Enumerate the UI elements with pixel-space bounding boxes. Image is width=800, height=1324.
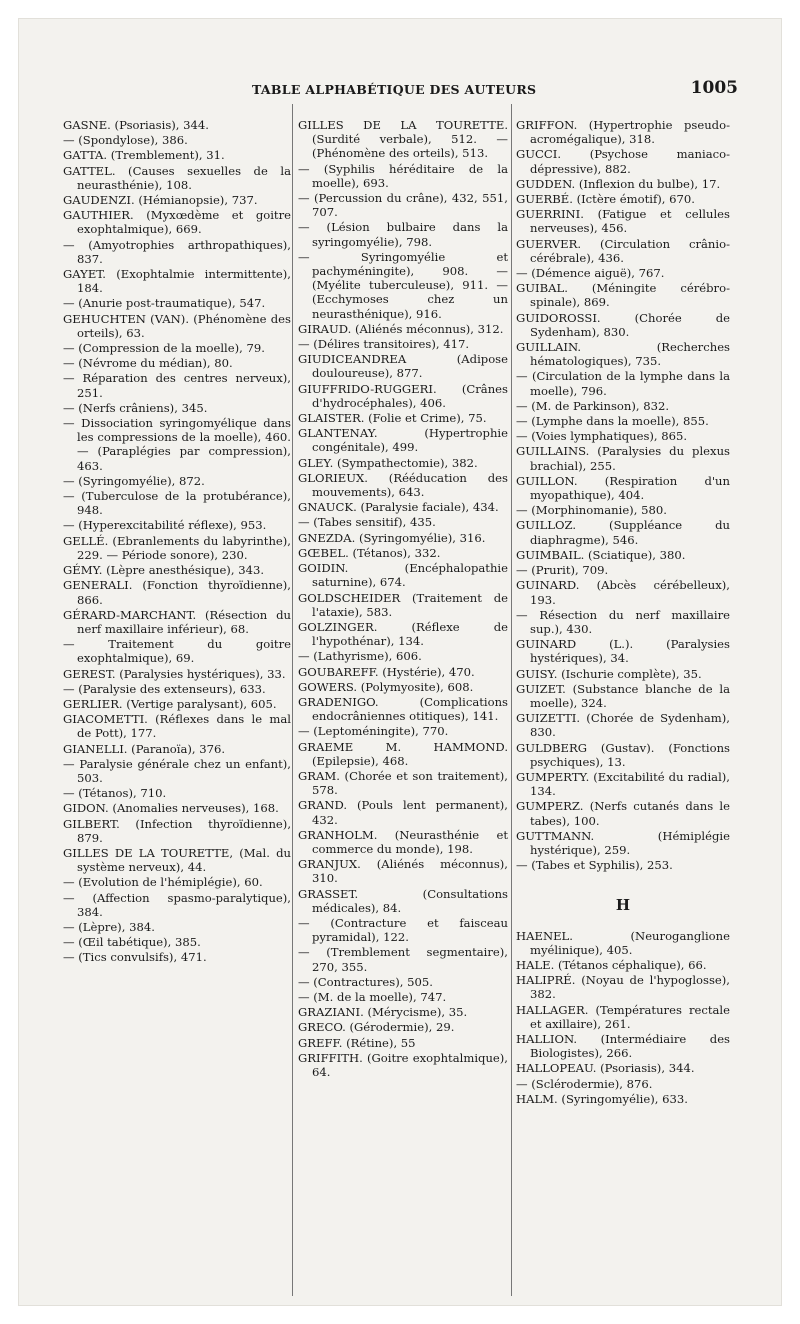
index-entry: GUMPERZ. (Nerfs cutanés dans le tabes), 100. [516, 799, 730, 828]
index-column-2 [298, 118, 508, 1080]
index-entry: — (Leptoméningite), 770. [298, 724, 449, 739]
index-entry: HALLION. (Intermédiaire des Biologistes), 266. [516, 1031, 730, 1061]
index-entry: GEHUCHTEN (VAN). (Phénomène des orteils), 63. [63, 311, 291, 340]
index-entry: — (Hyperexcitabilité réflexe), 953. [63, 518, 267, 533]
index-entry: GILBERT. (Infection thyroïdienne), 879. [63, 816, 291, 845]
index-entry: GLEY. (Sympathectomie), 382. [298, 455, 478, 470]
index-entry: — (Percussion du crâne), 432, 551, 707. [298, 191, 508, 220]
index-entry: GAUDENZI. (Hémianopsie), 737. [63, 193, 258, 208]
index-entry: GRANJUX. (Aliénés méconnus), 310. [298, 857, 508, 886]
index-entry: GEREST. (Paralysies hystériques), 33. [63, 666, 286, 681]
index-entry: GERLIER. (Vertige paralysant), 605. [63, 696, 277, 711]
index-entry: GAUTHIER. (Myxœdème et goitre exophtalmique), 669. [63, 208, 291, 237]
index-entry: GRECO. (Gérodermie), 29. [298, 1020, 455, 1035]
index-entry: — (Compression de la moelle), 79. [63, 341, 265, 356]
index-entry: GOLZINGER. (Réflexe de l'hypothénar), 134. [298, 619, 508, 649]
index-entry: GREFF. (Rétine), 55 [298, 1035, 416, 1050]
section-letter: H [615, 896, 631, 915]
index-entry: GUIZETTI. (Chorée de Sydenham), 830. [516, 711, 730, 740]
index-entry: — (Lésion bulbaire dans la syringomyélie), 798. [298, 220, 508, 249]
index-entry: GUCCI. (Psychose maniaco-dépressive), 882. [516, 147, 730, 176]
index-entry: GRIFFITH. (Goitre exophtalmique), 64. [298, 1050, 508, 1079]
index-entry: GUILLON. (Respiration d'un myopathique), 404. [516, 473, 730, 503]
index-entry: GRAZIANI. (Mérycisme), 35. [298, 1005, 468, 1020]
index-entry: GIDON. (Anomalies nerveuses), 168. [63, 801, 279, 816]
index-entry: GLAISTER. (Folie et Crime), 75. [298, 411, 487, 426]
index-entry: GOUBAREFF. (Hystérie), 470. [298, 664, 475, 679]
index-entry: — (Tics convulsifs), 471. [63, 950, 207, 965]
index-entry: GUILLAIN. (Recherches hématologiques), 735. [516, 340, 730, 369]
index-entry: — Paralysie générale chez un enfant), 503. [63, 756, 291, 785]
index-entry: GUIZET. (Substance blanche de la moelle), 324. [516, 681, 730, 710]
index-entry: GRAEME M. HAMMOND. (Epilepsie), 468. [298, 739, 508, 768]
index-entry: — (Syringomyélie), 872. [63, 473, 205, 488]
index-entry: GRADENIGO. (Complications endocrâniennes otitiques), 141. [298, 694, 508, 724]
index-entry: — (Tuberculose de la protubérance), 948. [63, 489, 291, 518]
index-entry: — (Morphinomanie), 580. [516, 503, 667, 518]
index-entry: HALLOPEAU. (Psoriasis), 344. [516, 1061, 695, 1076]
column-divider [292, 104, 293, 1296]
index-entry: GOIDIN. (Encéphalopathie saturnine), 674. [298, 561, 508, 590]
index-entry: GENERALI. (Fonction thyroïdienne), 866. [63, 578, 291, 607]
index-entry: GUDDEN. (Inflexion du bulbe), 17. [516, 176, 721, 191]
index-entry: — (Lèpre), 384. [63, 919, 155, 934]
index-entry: — Résection du nerf maxillaire sup.), 430. [516, 607, 730, 636]
index-entry: — (Tremblement segmentaire), 270, 355. [298, 945, 508, 974]
index-entry: — (Tétanos), 710. [63, 786, 167, 801]
running-title: TABLE ALPHABÉTIQUE DES AUTEURS [252, 82, 537, 97]
index-entry: GÉMY. (Lèpre anesthésique), 343. [63, 563, 265, 578]
index-entry: — (Sclérodermie), 876. [516, 1076, 653, 1091]
index-entry: HALIPRÉ. (Noyau de l'hypoglosse), 382. [516, 973, 730, 1002]
index-entry: GUISY. (Ischurie complète), 35. [516, 666, 702, 681]
page-number: 1005 [690, 78, 738, 98]
index-entry: — Dissociation syringomyélique dans les compressions de la moelle), 460. — (Paraplégies par compression), 463. [63, 416, 291, 473]
index-entry: — (Tabes et Syphilis), 253. [516, 858, 673, 873]
index-entry: GILLES DE LA TOURETTE. (Surdité verbale), 512. — (Phénomène des orteils), 513. [298, 118, 508, 161]
index-entry: — (Spondylose), 386. [63, 133, 188, 148]
index-entry: GUIBAL. (Méningite cérébro-spinale), 869. [516, 281, 730, 310]
index-entry: GUIDOROSSI. (Chorée de Sydenham), 830. [516, 310, 730, 339]
index-entry: — (Névrome du médian), 80. [63, 356, 233, 371]
index-entry: GILLES DE LA TOURETTE, (Mal. du système nerveux), 44. [63, 845, 291, 875]
index-entry: GUERRINI. (Fatigue et cellules nerveuses), 456. [516, 207, 730, 236]
index-entry: GUINARD (L.). (Paralysies hystériques), 34. [516, 637, 730, 666]
index-entry: — (Nerfs crâniens), 345. [63, 400, 208, 415]
document-page [18, 18, 782, 1306]
index-entry: GATTA. (Tremblement), 31. [63, 148, 225, 163]
index-entry: — (Paralysie des extenseurs), 633. [63, 681, 266, 696]
index-entry: GÉRARD-MARCHANT. (Résection du nerf maxillaire inférieur), 68. [63, 607, 291, 636]
index-entry: GUILLOZ. (Suppléance du diaphragme), 546. [516, 518, 730, 547]
index-entry: — (Œil tabétique), 385. [63, 935, 201, 950]
index-entry: — (Contractures), 505. [298, 974, 433, 989]
index-entry: GRAND. (Pouls lent permanent), 432. [298, 798, 508, 827]
index-entry: — (Prurit), 709. [516, 563, 609, 578]
index-entry: — Traitement du goitre exophtalmique), 69. [63, 637, 291, 666]
index-entry: — (Lymphe dans la moelle), 855. [516, 414, 709, 429]
index-entry: — (Tabes sensitif), 435. [298, 515, 436, 530]
page-header [18, 80, 782, 104]
index-entry: — (Voies lymphatiques), 865. [516, 429, 688, 444]
index-entry: — (M. de Parkinson), 832. [516, 398, 670, 413]
index-column-3 [516, 118, 730, 1107]
column-divider [511, 104, 512, 1296]
index-entry: GRASSET. (Consultations médicales), 84. [298, 886, 508, 915]
index-entry: GAYET. (Exophtalmie intermittente), 184. [63, 267, 291, 296]
index-entry: — (Démence aiguë), 767. [516, 266, 665, 281]
index-entry: — (Affection spasmo-paralytique), 384. [63, 890, 291, 919]
index-entry: GASNE. (Psoriasis), 344. [63, 118, 209, 132]
index-entry: — (Anurie post-traumatique), 547. [63, 296, 266, 311]
index-entry: GRANHOLM. (Neurasthénie et commerce du monde), 198. [298, 827, 508, 856]
index-entry: — (Syphilis héréditaire de la moelle), 693. [298, 161, 508, 190]
index-entry: GIACOMETTI. (Réflexes dans le mal de Pott), 177. [63, 712, 291, 741]
index-entry: GUERVER. (Circulation crânio-cérébrale), 436. [516, 236, 730, 265]
index-entry: — (Contracture et faisceau pyramidal), 122. [298, 915, 508, 945]
index-entry: GNAUCK. (Paralysie faciale), 434. [298, 500, 499, 515]
index-entry: — (Circulation de la lymphe dans la moelle), 796. [516, 369, 730, 398]
index-entry: HAENEL. (Neuroganglione myélinique), 405. [516, 928, 730, 957]
index-entry: HALM. (Syringomyélie), 633. [516, 1091, 688, 1106]
index-entry: GIRAUD. (Aliénés méconnus), 312. [298, 321, 504, 336]
index-entry: GUINARD. (Abcès cérébelleux), 193. [516, 578, 730, 607]
index-entry: — Syringomyélie et pachyméningite), 908. — (Myélite tuberculeuse), 911. — (Ecchymoses chez un neurasthénique), 916. [298, 249, 508, 321]
index-entry: GUMPERTY. (Excitabilité du radial), 134. [516, 769, 730, 799]
index-entry: — (Délires transitoires), 417. [298, 337, 470, 352]
index-entry: GIANELLI. (Paranoïa), 376. [63, 741, 226, 756]
index-entry: GULDBERG (Gustav). (Fonctions psychiques), 13. [516, 740, 730, 769]
index-entry: GRAM. (Chorée et son traitement), 578. [298, 768, 508, 798]
index-entry: GUILLAINS. (Paralysies du plexus brachial), 255. [516, 444, 730, 473]
index-entry: HALE. (Tétanos céphalique), 66. [516, 957, 707, 972]
index-entry: — (M. de la moelle), 747. [298, 989, 447, 1004]
index-entry: GIUDICEANDREA (Adipose douloureuse), 877. [298, 352, 508, 381]
index-entry: GŒBEL. (Tétanos), 332. [298, 545, 441, 560]
index-entry: — (Evolution de l'hémiplégie), 60. [63, 875, 263, 890]
index-entry: GOWERS. (Polymyosite), 608. [298, 679, 474, 694]
index-entry: GUIMBAIL. (Sciatique), 380. [516, 547, 686, 562]
index-entry: — (Lathyrisme), 606. [298, 649, 422, 664]
index-entry: GLANTENAY. (Hypertrophie congénitale), 499. [298, 426, 508, 455]
index-entry: GUERBÉ. (Ictère émotif), 670. [516, 192, 695, 207]
index-entry: GIUFFRIDO-RUGGERI. (Crânes d'hydrocéphales), 406. [298, 381, 508, 410]
index-entry: — Réparation des centres nerveux), 251. [63, 371, 291, 400]
index-entry: GLORIEUX. (Rééducation des mouvements), 643. [298, 470, 508, 500]
index-entry: GUTTMANN. (Hémiplégie hystérique), 259. [516, 828, 730, 857]
index-entry: GRIFFON. (Hypertrophie pseudo-acromégalique), 318. [516, 118, 730, 147]
index-entry: GATTEL. (Causes sexuelles de la neurasthénie), 108. [63, 163, 291, 192]
index-entry: GELLÉ. (Ebranlements du labyrinthe), 229. — Période sonore), 230. [63, 533, 291, 562]
index-entry: HALLAGER. (Températures rectale et axillaire), 261. [516, 1002, 730, 1031]
index-entry: — (Amyotrophies arthropathiques), 837. [63, 237, 291, 266]
index-entry: GNEZDA. (Syringomyélie), 316. [298, 530, 486, 545]
index-column-1 [63, 118, 291, 966]
index-entry: GOLDSCHEIDER (Traitement de l'ataxie), 583. [298, 590, 508, 619]
